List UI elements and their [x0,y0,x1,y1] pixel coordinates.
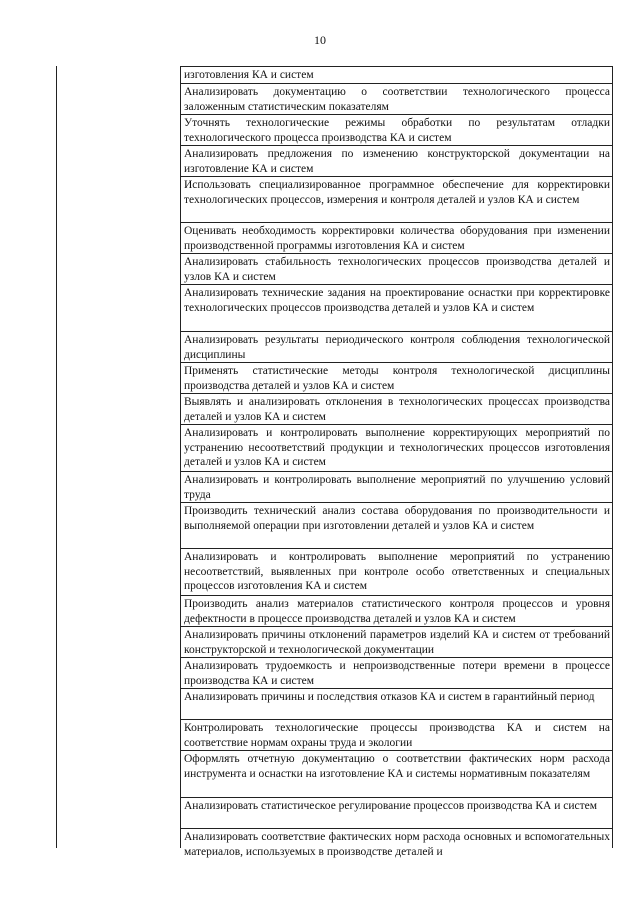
table-row: Анализировать стабильность технологических процессов производства деталей и узлов КА и систем [181,254,612,285]
competency-table [56,66,613,858]
table-row: Анализировать документацию о соответствии технологического процесса заложенным статистическим показателям [181,84,612,115]
table-row: изготовления КА и систем [181,67,612,84]
table-row: Анализировать соответствие фактических норм расхода основных и вспомогательных материалов, используемых в производстве деталей и [184,831,610,858]
page-number: 10 [314,33,326,47]
table-row: Оценивать необходимость корректировки количества оборудования при изменении производственной программы изготовления КА и систем [181,223,612,254]
table-row: Анализировать результаты периодического контроля соблюдения технологической дисциплины [181,332,612,363]
table-row: Уточнять технологические режимы обработки по результатам отладки технологического процесса производства КА и систем [181,115,612,146]
table-right-column [181,66,613,858]
table-row: Производить анализ материалов статистического контроля процессов и уровня дефектности в процессе производства деталей и узлов КА и систем [181,596,612,627]
table-row: Применять статистические методы контроля технологической дисциплины производства деталей и узлов КА и систем [181,363,612,394]
table-row: Анализировать технические задания на проектирование оснастки при корректировке технологических процессов производства деталей и узлов КА и систем [181,285,612,332]
table-row: Использовать специализированное программное обеспечение для корректировки технологических процессов, измерения и контроля деталей и узлов КА и систем [181,177,612,223]
table-row: Анализировать трудоемкость и непроизводственные потери времени в процессе производства КА и систем [181,658,612,689]
table-row: Анализировать причины отклонений параметров изделий КА и систем от требований конструкторской и технологической документации [181,627,612,658]
table-row: Анализировать и контролировать выполнение мероприятий по устранению несоответствий, выявленных при контроле особо ответственных и специальных процессов изготовления КА и систем [181,549,612,596]
table-row: Анализировать и контролировать выполнение мероприятий по улучшению условий труда [181,472,612,503]
table-row: Анализировать причины и последствия отказов КА и систем в гарантийный период [181,689,612,720]
table-row: Анализировать предложения по изменению конструкторской документации на изготовление КА и систем [181,146,612,177]
table-row: Выявлять и анализировать отклонения в технологических процессах производства деталей и узлов КА и систем [181,394,612,425]
table-left-column [56,66,181,848]
table-row: Анализировать статистическое регулирование процессов производства КА и систем [181,798,612,829]
table-row: Оформлять отчетную документацию о соответствии фактических норм расхода инструмента и оснастки на изготовление КА и системы нормативным показателям [181,751,612,798]
table-row: Производить технический анализ состава оборудования по производительности и выполняемой операции при изготовлении деталей и узлов КА и систем [181,503,612,549]
table-row: Анализировать и контролировать выполнение корректирующих мероприятий по устранению несоответствий продукции и технологических процессов изготовления деталей и узлов КА и систем [181,425,612,472]
table-row: Контролировать технологические процессы производства КА и систем на соответствие нормам охраны труда и экологии [181,720,612,751]
